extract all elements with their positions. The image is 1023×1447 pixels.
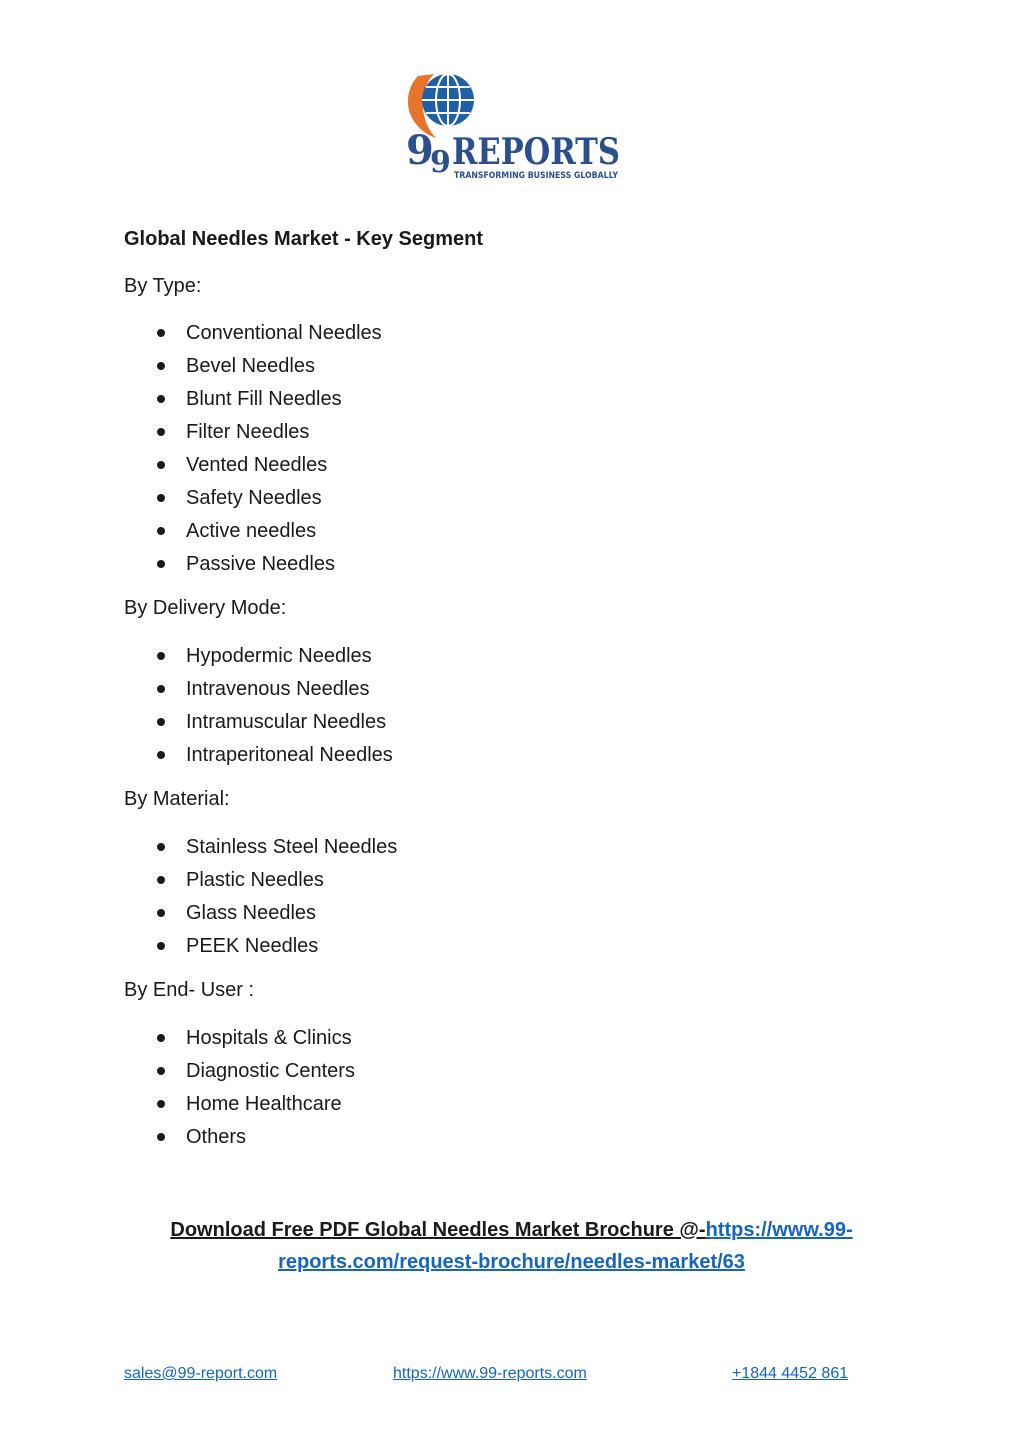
list-item: Glass Needles (0, 897, 397, 930)
bullet-icon (157, 428, 165, 436)
delivery-mode-list (0, 640, 393, 772)
section-label-end-user: By End- User : (124, 979, 255, 1001)
bullet-icon (157, 876, 165, 884)
email-link[interactable]: sales@99-report.com (124, 1365, 278, 1382)
list-item: PEEK Needles (0, 930, 397, 963)
svg-text:REPORTS: REPORTS (452, 131, 620, 173)
svg-text:9: 9 (406, 127, 434, 174)
material-list (0, 831, 397, 963)
list-item: Hypodermic Needles (0, 640, 393, 673)
list-item: Intravenous Needles (0, 673, 393, 706)
list-item: Active needles (0, 515, 382, 548)
bullet-icon (157, 1133, 165, 1141)
bullet-icon (157, 329, 165, 337)
globe-logo-icon (400, 58, 625, 186)
end-user-list (0, 1022, 355, 1154)
list-item: Others (0, 1121, 355, 1154)
bullet-icon (157, 942, 165, 950)
footer-email (124, 1365, 277, 1383)
bullet-icon (157, 1067, 165, 1075)
brochure-callout (100, 1214, 923, 1278)
svg-text:TRANSFORMING BUSINESS GLOBALLY: TRANSFORMING BUSINESS GLOBALLY (454, 171, 619, 181)
section-label-type: By Type: (124, 275, 202, 297)
svg-text:9: 9 (430, 145, 451, 180)
bullet-icon (157, 652, 165, 660)
list-item: Plastic Needles (0, 864, 397, 897)
section-label-delivery-mode: By Delivery Mode: (124, 597, 287, 619)
bullet-icon (157, 718, 165, 726)
type-list (0, 317, 382, 581)
list-item: Home Healthcare (0, 1088, 355, 1121)
document-title: Global Needles Market - Key Segment (124, 228, 484, 250)
footer-phone (732, 1365, 848, 1383)
list-item: Conventional Needles (0, 317, 382, 350)
bullet-icon (157, 1100, 165, 1108)
list-item: Passive Needles (0, 548, 382, 581)
list-item: Intramuscular Needles (0, 706, 393, 739)
list-item: Blunt Fill Needles (0, 383, 382, 416)
bullet-icon (157, 843, 165, 851)
bullet-icon (157, 527, 165, 535)
bullet-icon (157, 461, 165, 469)
brochure-link[interactable]: https://www.99-reports.com/request-brochure/needles-market/63 (278, 1219, 853, 1273)
bullet-icon (157, 685, 165, 693)
list-item: Hospitals & Clinics (0, 1022, 355, 1055)
list-item: Safety Needles (0, 482, 382, 515)
website-link[interactable]: https://www.99-reports.com (393, 1365, 587, 1382)
footer-website (393, 1365, 587, 1383)
company-logo (400, 58, 625, 186)
list-item: Vented Needles (0, 449, 382, 482)
list-item: Filter Needles (0, 416, 382, 449)
list-item: Diagnostic Centers (0, 1055, 355, 1088)
list-item: Intraperitoneal Needles (0, 739, 393, 772)
bullet-icon (157, 362, 165, 370)
brochure-lead-text: Download Free PDF Global Needles Market Brochure @- (170, 1219, 706, 1241)
phone-link[interactable]: +1844 4452 861 (732, 1365, 849, 1382)
bullet-icon (157, 560, 165, 568)
bullet-icon (157, 751, 165, 759)
bullet-icon (157, 1034, 165, 1042)
list-item: Bevel Needles (0, 350, 382, 383)
bullet-icon (157, 909, 165, 917)
bullet-icon (157, 494, 165, 502)
section-label-material: By Material: (124, 788, 230, 810)
bullet-icon (157, 395, 165, 403)
list-item: Stainless Steel Needles (0, 831, 397, 864)
